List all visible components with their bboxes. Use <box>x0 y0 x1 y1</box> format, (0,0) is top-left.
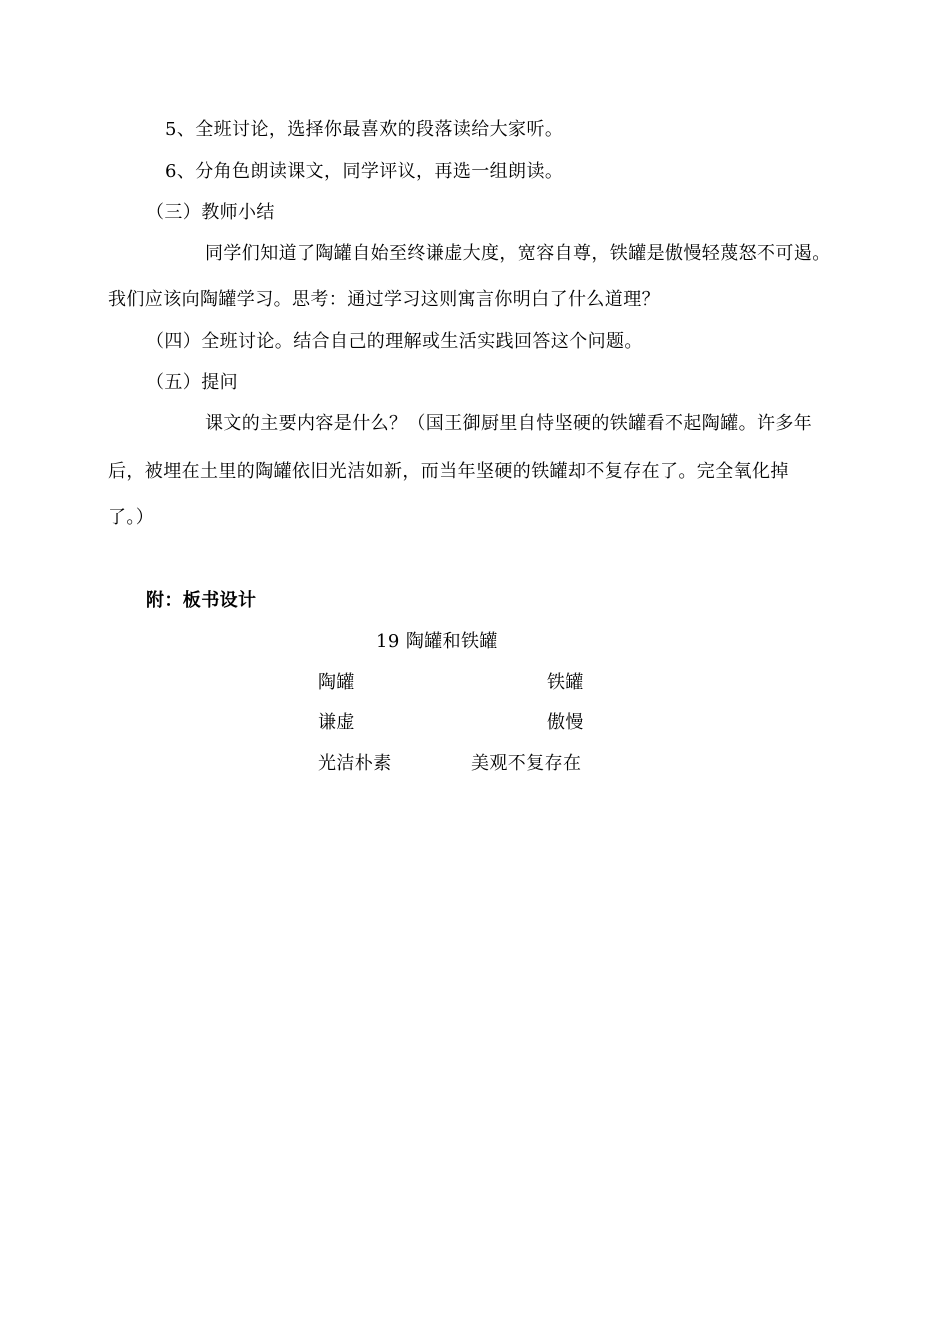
board-right-row-1: 铁罐 <box>547 672 584 693</box>
section-5-paragraph-line-2: 后，被埋在土里的陶罐依旧光洁如新，而当年坚硬的铁罐却不复存在了。完全氧化掉 <box>108 461 789 482</box>
board-left-row-1: 陶罐 <box>318 672 355 693</box>
section-5-paragraph-line-3: 了。） <box>108 507 155 528</box>
board-right-row-3: 美观不复存在 <box>471 753 582 774</box>
section-5-heading: （五）提问 <box>146 372 238 393</box>
board-title: 19 陶罐和铁罐 <box>376 631 498 652</box>
section-4-heading: （四）全班讨论。结合自己的理解或生活实践回答这个问题。 <box>146 331 643 352</box>
section-3-heading: （三）教师小结 <box>146 202 275 223</box>
list-item-6: 6、分角色朗读课文，同学评议，再选一组朗读。 <box>165 161 564 182</box>
board-left-row-2: 谦虚 <box>318 712 355 733</box>
section-3-paragraph-line-1: 同学们知道了陶罐自始至终谦虚大度，宽容自尊，铁罐是傲慢轻蔑怒不可遏。 <box>205 243 831 264</box>
section-3-paragraph-line-2: 我们应该向陶罐学习。思考：通过学习这则寓言你明白了什么道理？ <box>108 289 660 310</box>
list-item-5: 5、全班讨论，选择你最喜欢的段落读给大家听。 <box>165 119 564 140</box>
board-right-row-2: 傲慢 <box>547 712 584 733</box>
appendix-label: 附：板书设计 <box>146 590 257 611</box>
section-5-paragraph-line-1: 课文的主要内容是什么？（国王御厨里自恃坚硬的铁罐看不起陶罐。许多年 <box>205 413 813 434</box>
board-left-row-3: 光洁朴素 <box>318 753 392 774</box>
